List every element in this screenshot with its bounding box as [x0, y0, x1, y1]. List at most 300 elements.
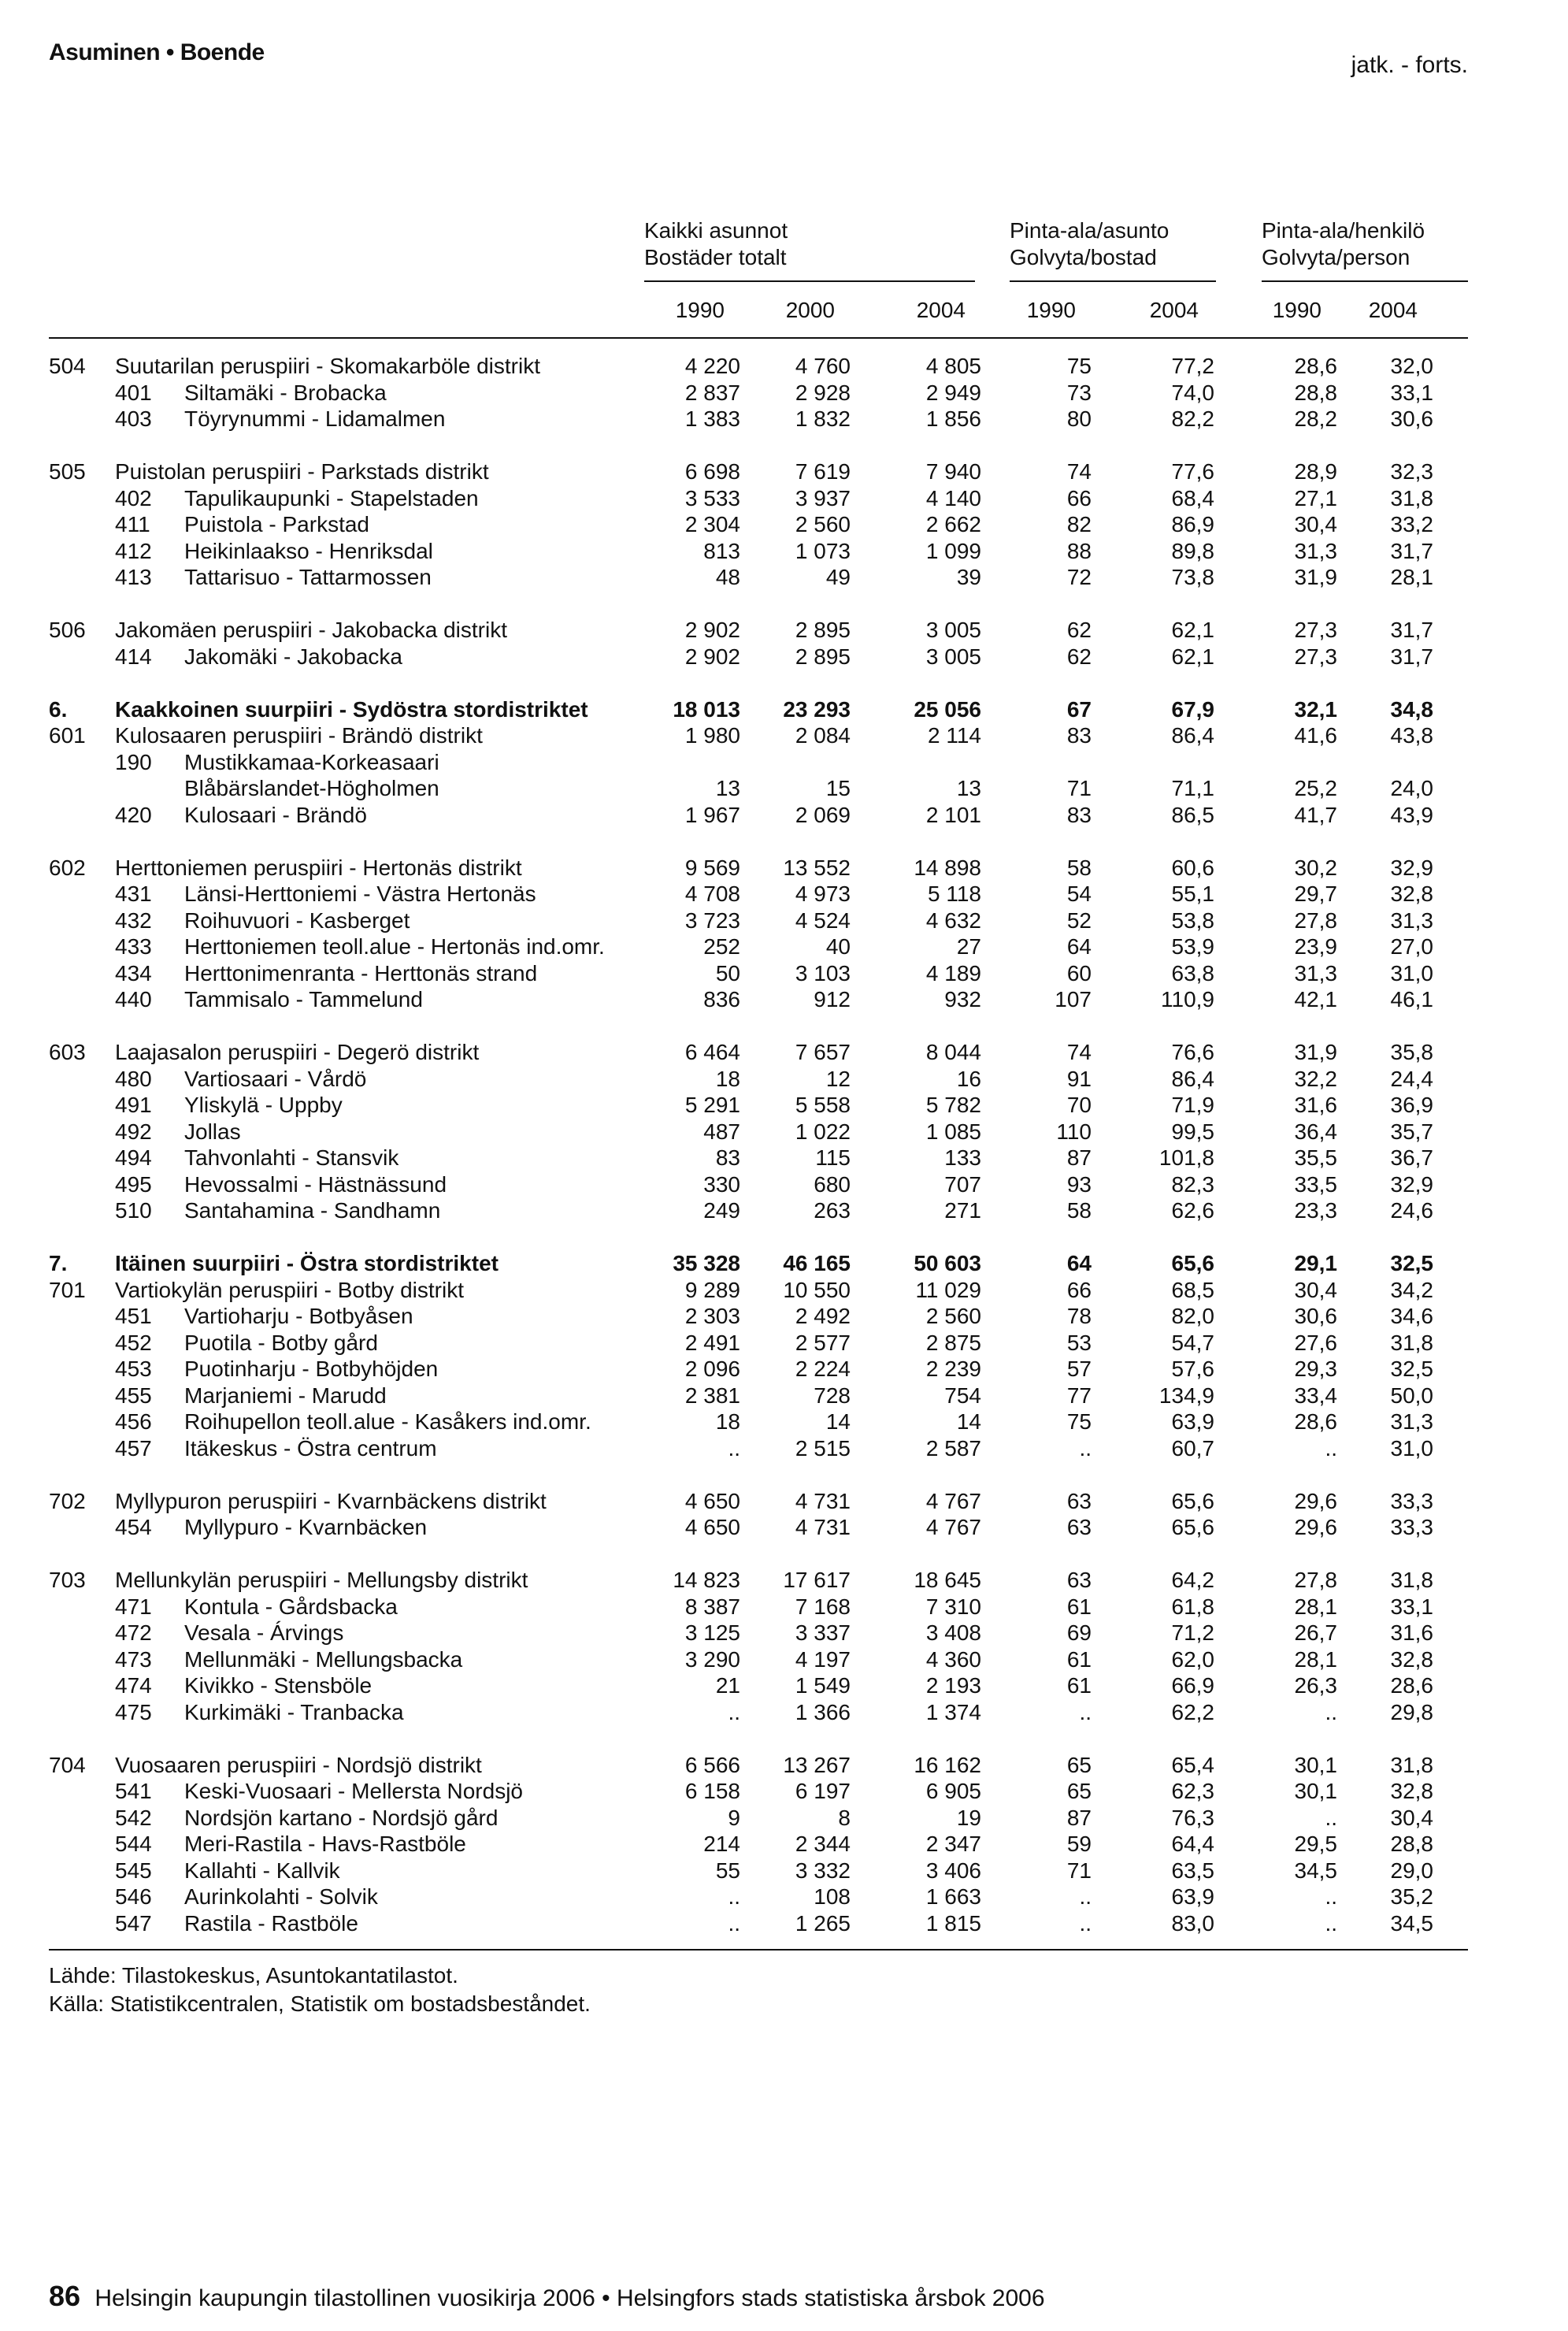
- value-cell: 14 823: [673, 1568, 740, 1592]
- area-name: Jollas: [184, 1119, 241, 1144]
- value-cell: 64: [1066, 934, 1092, 959]
- value-cell: 77,6: [1171, 459, 1214, 484]
- value-cell: 754: [944, 1383, 981, 1408]
- table-subrow: [0, 1066, 1568, 1093]
- year-header: 1990: [675, 298, 725, 322]
- area-code: 504: [49, 354, 86, 378]
- value-cell: 31,6: [1294, 1093, 1337, 1117]
- value-cell: 3 337: [795, 1620, 851, 1645]
- value-cell: 4 805: [925, 354, 981, 378]
- value-cell: 30,6: [1294, 1304, 1337, 1328]
- value-cell: 19: [956, 1805, 981, 1830]
- value-cell: 41,7: [1294, 802, 1337, 827]
- value-cell: 36,9: [1390, 1093, 1433, 1117]
- area-name: Siltamäki - Brobacka: [184, 380, 387, 405]
- value-cell: 30,2: [1294, 855, 1337, 880]
- value-cell: 82,2: [1171, 406, 1214, 431]
- value-cell: 487: [703, 1119, 740, 1144]
- value-cell: 3 533: [684, 485, 740, 510]
- table-row: [0, 1277, 1568, 1304]
- area-name: Puotila - Botby gård: [184, 1330, 378, 1355]
- value-cell: 29,6: [1294, 1515, 1337, 1539]
- value-cell: 28,1: [1294, 1646, 1337, 1672]
- value-cell: ..: [728, 1884, 740, 1909]
- value-cell: 1 980: [684, 723, 740, 748]
- value-cell: 32,8: [1390, 1779, 1433, 1803]
- value-cell: 77,2: [1171, 354, 1214, 378]
- value-cell: 25 056: [914, 696, 981, 722]
- value-cell: 31,3: [1294, 960, 1337, 985]
- section-title: Asuminen • Boende: [49, 39, 265, 65]
- value-cell: 133: [944, 1145, 981, 1170]
- value-cell: 33,3: [1390, 1515, 1433, 1539]
- value-cell: 88: [1066, 538, 1092, 563]
- value-cell: 18 013: [673, 696, 740, 722]
- value-cell: 66,9: [1171, 1673, 1214, 1698]
- area-name: Tammisalo - Tammelund: [184, 987, 423, 1011]
- area-name: Kontula - Gårdsbacka: [184, 1594, 398, 1619]
- area-code: 545: [115, 1858, 152, 1883]
- area-code: 472: [115, 1620, 152, 1645]
- value-cell: 63: [1066, 1568, 1092, 1592]
- value-cell: 31,8: [1390, 1330, 1433, 1355]
- table-subrow: [0, 1594, 1568, 1620]
- table-row: [0, 617, 1568, 644]
- value-cell: 23 293: [783, 696, 851, 722]
- area-name: Mellunmäki - Mellungsbacka: [184, 1646, 463, 1672]
- value-cell: 32,8: [1390, 1646, 1433, 1672]
- area-code: 547: [115, 1910, 152, 1936]
- value-cell: 6 158: [684, 1779, 740, 1803]
- year-header: 2004: [1368, 298, 1418, 322]
- area-name: Mustikkamaa-Korkeasaari: [184, 749, 439, 774]
- area-name: Tahvonlahti - Stansvik: [184, 1145, 399, 1170]
- area-name: Nordsjön kartano - Nordsjö gård: [184, 1805, 499, 1830]
- value-cell: 110,9: [1161, 987, 1214, 1011]
- value-cell: 27,3: [1294, 618, 1337, 642]
- value-cell: 87: [1066, 1145, 1092, 1170]
- area-code: 190: [115, 749, 152, 774]
- value-cell: 74: [1066, 459, 1092, 484]
- area-name: Vartioharju - Botbyåsen: [184, 1304, 413, 1328]
- value-cell: 5 558: [795, 1093, 851, 1117]
- value-cell: 33,5: [1294, 1171, 1337, 1197]
- area-code: 434: [115, 960, 152, 985]
- value-cell: 2 875: [925, 1330, 981, 1355]
- value-cell: 2 492: [795, 1304, 851, 1328]
- table-subrow: [0, 1858, 1568, 1884]
- area-code: 433: [115, 934, 152, 959]
- value-cell: 4 767: [925, 1515, 981, 1539]
- value-cell: 2 560: [925, 1304, 981, 1328]
- area-code: 454: [115, 1515, 152, 1539]
- value-cell: 83: [715, 1145, 740, 1170]
- value-cell: 34,8: [1390, 696, 1433, 722]
- value-cell: 65,4: [1171, 1752, 1214, 1777]
- value-cell: 707: [944, 1171, 981, 1197]
- value-cell: 7 657: [795, 1040, 851, 1064]
- value-cell: 50,0: [1390, 1383, 1433, 1408]
- value-cell: ..: [1325, 1884, 1337, 1909]
- area-name: Puistolan peruspiiri - Parkstads distrikt: [115, 459, 489, 484]
- value-cell: 29,8: [1390, 1699, 1433, 1724]
- area-name: Roihuvuori - Kasberget: [184, 908, 410, 933]
- value-cell: 932: [944, 987, 981, 1011]
- value-cell: 40: [825, 934, 851, 959]
- value-cell: 73,8: [1171, 565, 1214, 589]
- value-cell: 2 895: [795, 618, 851, 642]
- value-cell: ..: [728, 1435, 740, 1461]
- area-code: 451: [115, 1304, 152, 1328]
- value-cell: 29,7: [1294, 882, 1337, 906]
- page-number: 86: [49, 2280, 81, 2312]
- value-cell: 21: [715, 1673, 740, 1698]
- area-code: 456: [115, 1409, 152, 1434]
- value-cell: 48: [715, 565, 740, 589]
- area-name: Kulosaaren peruspiiri - Brändö distrikt: [115, 723, 483, 748]
- area-code: 414: [115, 644, 152, 669]
- value-cell: 13 267: [783, 1752, 851, 1777]
- value-cell: 27,1: [1294, 485, 1337, 510]
- area-code: 541: [115, 1779, 152, 1803]
- value-cell: 30,4: [1390, 1805, 1433, 1830]
- area-name: Meri-Rastila - Havs-Rastböle: [184, 1832, 466, 1856]
- value-cell: 3 005: [925, 618, 981, 642]
- value-cell: ..: [728, 1910, 740, 1936]
- value-cell: 62,3: [1171, 1779, 1214, 1803]
- value-cell: 2 096: [684, 1357, 740, 1381]
- value-cell: 31,3: [1390, 908, 1433, 933]
- value-cell: 29,6: [1294, 1488, 1337, 1513]
- value-cell: 30,4: [1294, 1277, 1337, 1302]
- value-cell: 33,1: [1390, 380, 1433, 405]
- value-cell: 3 723: [684, 908, 740, 933]
- value-cell: 2 560: [795, 512, 851, 536]
- value-cell: 1 366: [795, 1699, 851, 1724]
- area-code: 455: [115, 1383, 152, 1408]
- table-bottom-rule: [49, 1949, 1468, 1951]
- table-subrow: [0, 881, 1568, 908]
- value-cell: 27,6: [1294, 1330, 1337, 1355]
- value-cell: 4 197: [795, 1646, 851, 1672]
- value-cell: 28,6: [1390, 1673, 1433, 1698]
- value-cell: 4 360: [925, 1646, 981, 1672]
- table-subrow: [0, 564, 1568, 591]
- value-cell: 75: [1066, 1409, 1092, 1434]
- value-cell: 7 940: [925, 459, 981, 484]
- area-name: Heikinlaakso - Henriksdal: [184, 538, 433, 563]
- value-cell: 2 837: [684, 380, 740, 405]
- value-cell: 13 552: [783, 855, 851, 880]
- value-cell: 33,1: [1390, 1594, 1433, 1619]
- value-cell: 1 085: [925, 1119, 981, 1144]
- value-cell: 1 856: [925, 406, 981, 431]
- value-cell: 54,7: [1171, 1330, 1214, 1355]
- value-cell: 1 832: [795, 406, 851, 431]
- value-cell: 31,7: [1390, 618, 1433, 642]
- value-cell: 3 290: [684, 1646, 740, 1672]
- area-code: 453: [115, 1357, 152, 1381]
- value-cell: 10 550: [783, 1277, 851, 1302]
- value-cell: 11 029: [915, 1277, 981, 1302]
- value-cell: 6 197: [795, 1779, 851, 1803]
- value-cell: 35 328: [673, 1251, 740, 1275]
- value-cell: 82,3: [1171, 1171, 1214, 1197]
- table-subrow: [0, 406, 1568, 432]
- value-cell: 2 381: [684, 1383, 740, 1408]
- area-code: 402: [115, 485, 152, 510]
- area-name: Laajasalon peruspiiri - Degerö distrikt: [115, 1040, 480, 1064]
- year-header: 2004: [1149, 298, 1199, 322]
- value-cell: 2 239: [925, 1357, 981, 1381]
- value-cell: 4 220: [684, 354, 740, 378]
- value-cell: 1 073: [795, 538, 851, 563]
- area-name: Vuosaaren peruspiiri - Nordsjö distrikt: [115, 1752, 482, 1777]
- area-name: Kivikko - Stensböle: [184, 1673, 373, 1698]
- value-cell: 2 895: [795, 644, 851, 669]
- table-row: [0, 1039, 1568, 1066]
- value-cell: 912: [814, 987, 851, 1011]
- value-cell: 28,8: [1294, 380, 1337, 405]
- value-cell: 31,8: [1390, 1568, 1433, 1592]
- value-cell: 32,0: [1390, 354, 1433, 378]
- value-cell: 13: [715, 776, 740, 800]
- value-cell: 71: [1066, 776, 1092, 800]
- value-cell: 65,6: [1171, 1251, 1214, 1275]
- value-cell: 83: [1066, 802, 1092, 827]
- value-cell: 33,4: [1294, 1383, 1337, 1408]
- area-name: Itäinen suurpiiri - Östra stordistriktet: [115, 1251, 499, 1275]
- value-cell: 29,1: [1294, 1251, 1337, 1275]
- value-cell: 14 898: [914, 855, 981, 880]
- value-cell: 2 344: [795, 1832, 851, 1856]
- value-cell: 6 566: [684, 1752, 740, 1777]
- table-subrow: [0, 802, 1568, 829]
- value-cell: 60,7: [1171, 1435, 1214, 1461]
- value-cell: 3 332: [795, 1858, 851, 1883]
- value-cell: 18: [715, 1066, 740, 1091]
- year-header: 1990: [1272, 298, 1321, 322]
- table-subrow: [0, 1303, 1568, 1330]
- value-cell: 2 902: [684, 618, 740, 642]
- area-name: Kallahti - Kallvik: [184, 1858, 340, 1883]
- value-cell: 33,2: [1390, 512, 1433, 536]
- area-code: 403: [115, 406, 152, 431]
- area-code: 6.: [49, 696, 68, 722]
- value-cell: 69: [1066, 1620, 1092, 1645]
- value-cell: 28,6: [1294, 354, 1337, 378]
- value-cell: 252: [703, 934, 740, 959]
- value-cell: 72: [1066, 565, 1092, 589]
- value-cell: 214: [703, 1832, 740, 1856]
- value-cell: 35,8: [1390, 1040, 1433, 1064]
- table-subrow: [0, 934, 1568, 960]
- source-swedish: Källa: Statistikcentralen, Statistik om bostadsbeståndet.: [49, 1991, 591, 2016]
- value-cell: 71: [1066, 1858, 1092, 1883]
- column-group-area-per-person: [1262, 217, 1425, 271]
- value-cell: 31,6: [1390, 1620, 1433, 1645]
- value-cell: 2 515: [795, 1435, 851, 1461]
- value-cell: 23,9: [1294, 934, 1337, 959]
- value-cell: 31,0: [1390, 960, 1433, 985]
- value-cell: 1 815: [925, 1910, 981, 1936]
- area-code: 7.: [49, 1251, 68, 1275]
- value-cell: 9 569: [684, 855, 740, 880]
- value-cell: 62,1: [1171, 644, 1214, 669]
- table-subrow: [0, 380, 1568, 406]
- value-cell: 42,1: [1294, 987, 1337, 1011]
- value-cell: 4 731: [795, 1515, 851, 1539]
- year-header: 2000: [785, 298, 835, 322]
- value-cell: 6 905: [925, 1779, 981, 1803]
- value-cell: 86,9: [1171, 512, 1214, 536]
- area-name: Länsi-Herttoniemi - Västra Hertonäs: [184, 882, 536, 906]
- value-cell: 4 140: [925, 485, 981, 510]
- value-cell: 76,3: [1171, 1805, 1214, 1830]
- value-cell: 2 084: [795, 723, 851, 748]
- value-cell: 813: [703, 538, 740, 563]
- value-cell: 2 491: [684, 1330, 740, 1355]
- value-cell: 110: [1056, 1119, 1092, 1144]
- value-cell: 61: [1066, 1594, 1092, 1619]
- value-cell: 35,7: [1390, 1119, 1433, 1144]
- table-total-row: [0, 1250, 1568, 1277]
- value-cell: 6 698: [684, 459, 740, 484]
- value-cell: 86,4: [1171, 1066, 1214, 1091]
- area-code: 542: [115, 1805, 152, 1830]
- value-cell: 1 374: [925, 1699, 981, 1724]
- area-code: 412: [115, 538, 152, 563]
- value-cell: 4 650: [684, 1488, 740, 1513]
- value-cell: 35,2: [1390, 1884, 1433, 1909]
- table-subrow: [0, 749, 1568, 776]
- value-cell: 4 189: [925, 960, 981, 985]
- value-cell: ..: [1325, 1699, 1337, 1724]
- area-name: Puotinharju - Botbyhöjden: [184, 1357, 439, 1381]
- value-cell: 728: [814, 1383, 851, 1408]
- value-cell: 3 125: [684, 1620, 740, 1645]
- value-cell: 31,9: [1294, 565, 1337, 589]
- value-cell: 3 103: [795, 960, 851, 985]
- value-cell: 8 044: [925, 1040, 981, 1064]
- value-cell: 36,7: [1390, 1145, 1433, 1170]
- table-subrow: [0, 511, 1568, 538]
- area-code: 492: [115, 1119, 152, 1144]
- area-code: 413: [115, 565, 152, 589]
- value-cell: 4 524: [795, 908, 851, 933]
- area-name: Vesala - Árvings: [184, 1620, 344, 1645]
- value-cell: 82: [1066, 512, 1092, 536]
- value-cell: 78: [1066, 1304, 1092, 1328]
- value-cell: 263: [814, 1198, 851, 1223]
- continued-label: jatk. - forts.: [1351, 52, 1468, 78]
- value-cell: 64,2: [1171, 1568, 1214, 1592]
- value-cell: 2 587: [925, 1435, 981, 1461]
- value-cell: 89,8: [1171, 538, 1214, 563]
- table-subrow: [0, 1409, 1568, 1435]
- value-cell: 28,6: [1294, 1409, 1337, 1434]
- table-subrow: [0, 1620, 1568, 1646]
- area-name: Aurinkolahti - Solvik: [184, 1884, 378, 1909]
- area-name: Herttoniemen peruspiiri - Hertonäs distrikt: [115, 855, 522, 880]
- area-code: 506: [49, 618, 86, 642]
- value-cell: 39: [956, 565, 981, 589]
- area-code: 546: [115, 1884, 152, 1909]
- area-name: Mellunkylän peruspiiri - Mellungsby distrikt: [115, 1568, 528, 1592]
- value-cell: 16 162: [914, 1752, 981, 1777]
- table-subrow: [0, 1145, 1568, 1171]
- value-cell: 18: [715, 1409, 740, 1434]
- area-name: Blåbärslandet-Högholmen: [184, 776, 439, 800]
- area-code: 703: [49, 1568, 86, 1592]
- value-cell: 4 973: [795, 882, 851, 906]
- area-code: 701: [49, 1277, 86, 1302]
- value-cell: 23,3: [1294, 1198, 1337, 1223]
- group-rule: [1010, 280, 1216, 282]
- value-cell: 86,4: [1171, 723, 1214, 748]
- value-cell: 2 114: [928, 723, 981, 748]
- value-cell: 32,3: [1390, 459, 1433, 484]
- table-subrow: [0, 1356, 1568, 1383]
- value-cell: 31,8: [1390, 1752, 1433, 1777]
- table-row: [0, 1488, 1568, 1515]
- value-cell: 57: [1066, 1357, 1092, 1381]
- table-subrow: [0, 1672, 1568, 1699]
- area-name: Jakomäki - Jakobacka: [184, 644, 403, 669]
- area-code: 401: [115, 380, 152, 405]
- area-name: Tapulikaupunki - Stapelstaden: [184, 485, 479, 510]
- area-name: Myllypuro - Kvarnbäcken: [184, 1515, 428, 1539]
- table-subrow: [0, 1514, 1568, 1541]
- value-cell: 53: [1066, 1330, 1092, 1355]
- value-cell: 65,6: [1171, 1515, 1214, 1539]
- area-name: Vartiokylän peruspiiri - Botby distrikt: [115, 1277, 464, 1302]
- table-subrow: [0, 775, 1568, 802]
- value-cell: 31,0: [1390, 1435, 1433, 1461]
- value-cell: 5 291: [684, 1093, 740, 1117]
- value-cell: 2 949: [925, 380, 981, 405]
- value-cell: 28,1: [1390, 565, 1433, 589]
- value-cell: ..: [1325, 1435, 1337, 1461]
- value-cell: 60,6: [1171, 855, 1214, 880]
- value-cell: 28,1: [1294, 1594, 1337, 1619]
- area-code: 473: [115, 1646, 152, 1672]
- value-cell: 32,5: [1390, 1357, 1433, 1381]
- table-subrow: [0, 1884, 1568, 1910]
- value-cell: 65: [1066, 1752, 1092, 1777]
- value-cell: 61,8: [1171, 1594, 1214, 1619]
- column-group-title: Kaikki asunnot: [644, 218, 788, 243]
- value-cell: 24,4: [1390, 1066, 1433, 1091]
- value-cell: 1 265: [795, 1910, 851, 1936]
- value-cell: 3 408: [925, 1620, 981, 1645]
- value-cell: 71,2: [1171, 1620, 1214, 1645]
- value-cell: 62: [1066, 618, 1092, 642]
- area-code: 480: [115, 1066, 152, 1091]
- value-cell: 16: [956, 1066, 981, 1091]
- value-cell: 53,9: [1171, 934, 1214, 959]
- year-header: 2004: [916, 298, 966, 322]
- table-row: [0, 458, 1568, 485]
- area-name: Tattarisuo - Tattarmossen: [184, 565, 432, 589]
- value-cell: 1 099: [925, 538, 981, 563]
- value-cell: 836: [703, 987, 740, 1011]
- area-name: Marjaniemi - Marudd: [184, 1383, 387, 1408]
- table-subrow: [0, 960, 1568, 987]
- value-cell: 27: [956, 934, 981, 959]
- area-name: Rastila - Rastböle: [184, 1910, 358, 1936]
- table-subrow: [0, 908, 1568, 934]
